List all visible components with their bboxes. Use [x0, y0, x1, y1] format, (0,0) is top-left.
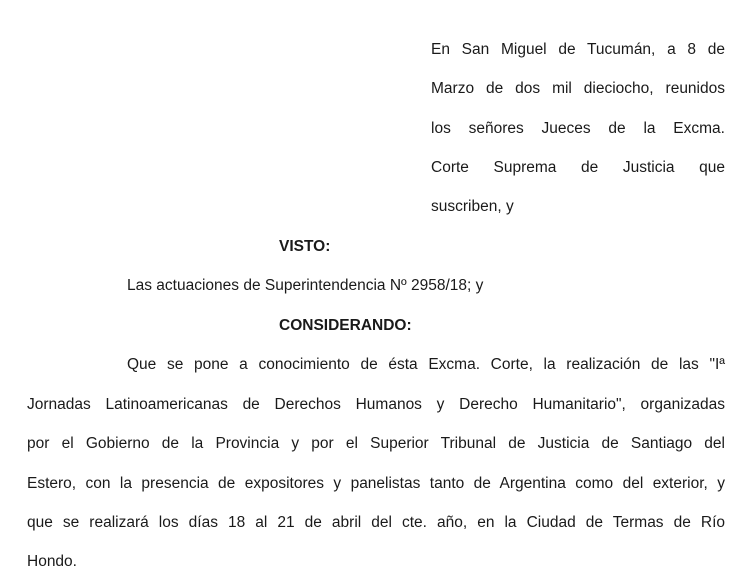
considerando-line-2: Jornadas Latinoamericanas de Derechos Humanos y Derecho Humanitario", organizadas [27, 396, 725, 413]
considerando-line-6: Hondo. [27, 553, 77, 570]
considerando-line-1: Que se pone a conocimiento de ésta Excma. Corte, la realización de las "Iª [127, 356, 725, 373]
header-line-4: Corte Suprema de Justicia que [431, 159, 725, 176]
considerando-line-4: Estero, con la presencia de expositores y panelistas tanto de Argentina como del exterior, y [27, 475, 725, 492]
considerando-line-5: que se realizará los días 18 al 21 de abril del cte. año, en la Ciudad de Termas de Río [27, 514, 725, 531]
header-line-2: Marzo de dos mil dieciocho, reunidos [431, 80, 725, 97]
visto-text: Las actuaciones de Superintendencia Nº 2958/18; y [127, 277, 484, 294]
header-line-1: En San Miguel de Tucumán, a 8 de [431, 41, 725, 58]
header-line-3: los señores Jueces de la Excma. [431, 120, 725, 137]
header-line-5: suscriben, y [431, 198, 514, 215]
visto-heading: VISTO: [279, 238, 331, 255]
considerando-line-3: por el Gobierno de la Provincia y por el Superior Tribunal de Justicia de Santiago del [27, 435, 725, 452]
considerando-heading: CONSIDERANDO: [279, 317, 412, 334]
